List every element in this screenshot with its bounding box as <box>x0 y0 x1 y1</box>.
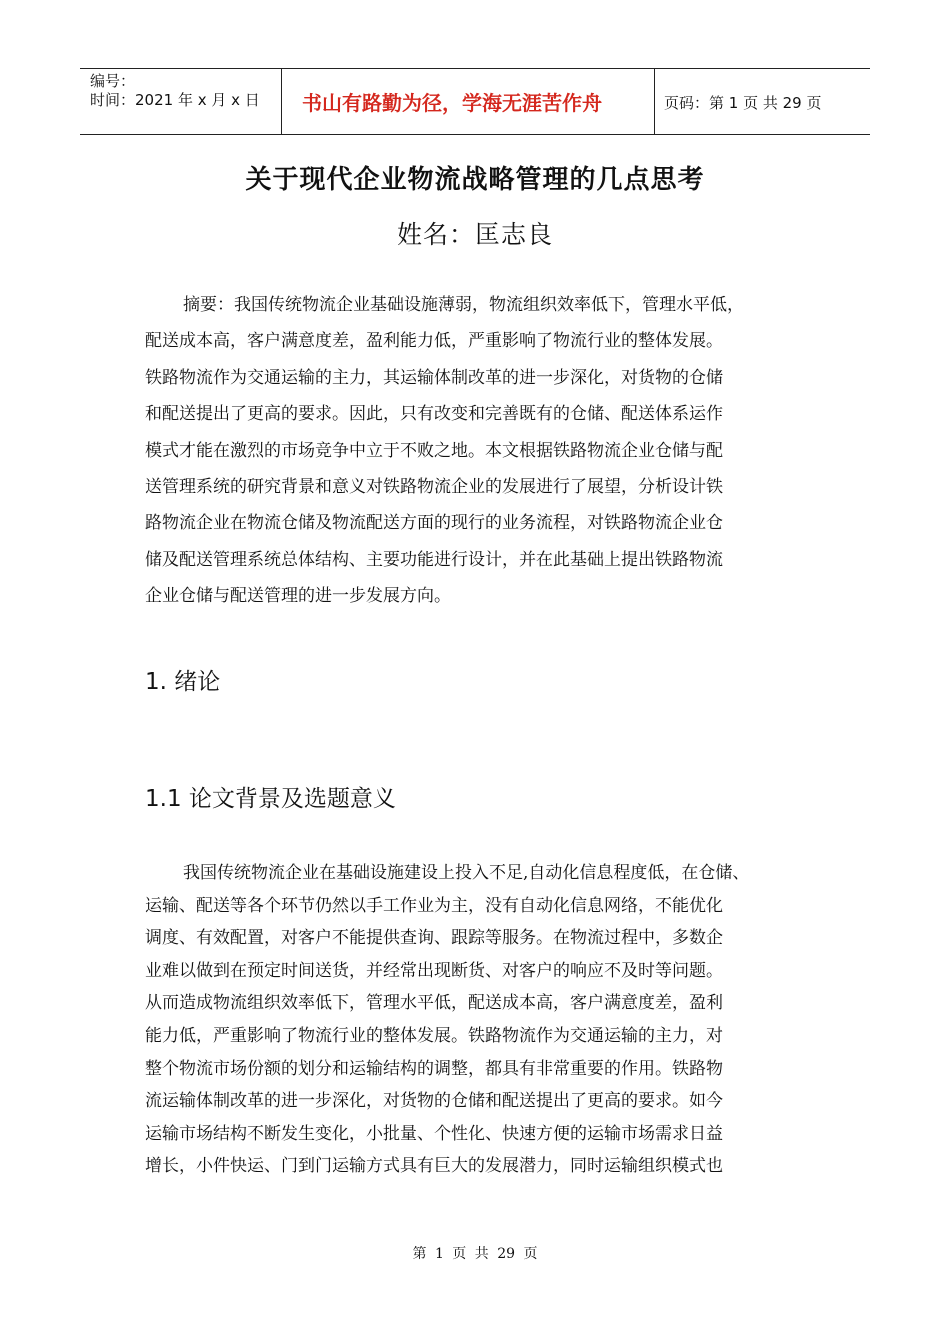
header-info-cell <box>80 69 281 134</box>
author-name: 姓名：匡志良 <box>396 220 553 249</box>
body-line: 运输市场结构不断发生变化，小批量、个性化、快速方便的运输市场需求日益 <box>145 1123 723 1144</box>
abstract-line: 铁路物流作为交通运输的主力，其运输体制改革的进一步深化，对货物的仓储 <box>145 367 723 388</box>
body-line: 调度、有效配置，对客户不能提供查询、跟踪等服务。在物流过程中，多数企 <box>145 928 723 949</box>
abstract-line: 送管理系统的研究背景和意义对铁路物流企业的发展进行了展望，分析设计铁 <box>145 476 723 497</box>
serial-label: 编号： <box>90 72 136 90</box>
body-line: 运输、配送等各个环节仍然以手工作业为主，没有自动化信息网络，不能优化 <box>145 895 723 916</box>
header-page-cell <box>655 69 870 134</box>
abstract-paragraph <box>145 287 815 615</box>
page-code: 页码：第 1 页 共 29 页 <box>664 94 822 112</box>
abstract-line: 摘要：我国传统物流企业基础设施薄弱，物流组织效率低下，管理水平低， <box>183 295 744 315</box>
abstract-line: 路物流企业在物流仓储及物流配送方面的现行的业务流程，对铁路物流企业仓 <box>145 513 723 534</box>
header-motto-cell <box>281 69 655 134</box>
abstract-line: 企业仓储与配送管理的进一步发展方向。 <box>145 586 451 607</box>
section-heading-1: 1. 绪论 <box>145 669 221 695</box>
body-line: 我国传统物流企业在基础设施建设上投入不足,自动化信息程度低，在仓储、 <box>183 863 750 883</box>
abstract-line: 配送成本高，客户满意度差，盈利能力低，严重影响了物流行业的整体发展。 <box>145 331 723 352</box>
motto-text: 书山有路勤为径，学海无涯苦作舟 <box>302 91 602 115</box>
document-title: 关于现代企业物流战略管理的几点思考 <box>245 165 705 195</box>
body-line: 增长，小件快运、门到门运输方式具有巨大的发展潜力，同时运输组织模式也 <box>145 1156 723 1177</box>
date-line: 时间：2021 年 x 月 x 日 <box>90 91 260 109</box>
section-heading-1-1: 1.1 论文背景及选题意义 <box>145 786 396 812</box>
abstract-line: 储及配送管理系统总体结构、主要功能进行设计，并在此基础上提出铁路物流 <box>145 549 723 570</box>
body-line: 流运输体制改革的进一步深化，对货物的仓储和配送提出了更高的要求。如今 <box>145 1091 723 1112</box>
body-line: 业难以做到在预定时间送货，并经常出现断货、对客户的响应不及时等问题。 <box>145 960 723 981</box>
page-footer: 第 1 页 共 29 页 <box>412 1246 538 1262</box>
abstract-line: 模式才能在激烈的市场竞争中立于不败之地。本文根据铁路物流企业仓储与配 <box>145 440 723 461</box>
abstract-line: 和配送提出了更高的要求。因此，只有改变和完善既有的仓储、配送体系运作 <box>145 404 723 425</box>
body-paragraph <box>145 857 815 1183</box>
body-line: 从而造成物流组织效率低下，管理水平低，配送成本高，客户满意度差，盈利 <box>145 993 723 1014</box>
header-table <box>80 68 870 135</box>
body-line: 能力低，严重影响了物流行业的整体发展。铁路物流作为交通运输的主力，对 <box>145 1025 723 1046</box>
body-line: 整个物流市场份额的划分和运输结构的调整，都具有非常重要的作用。铁路物 <box>145 1058 723 1079</box>
